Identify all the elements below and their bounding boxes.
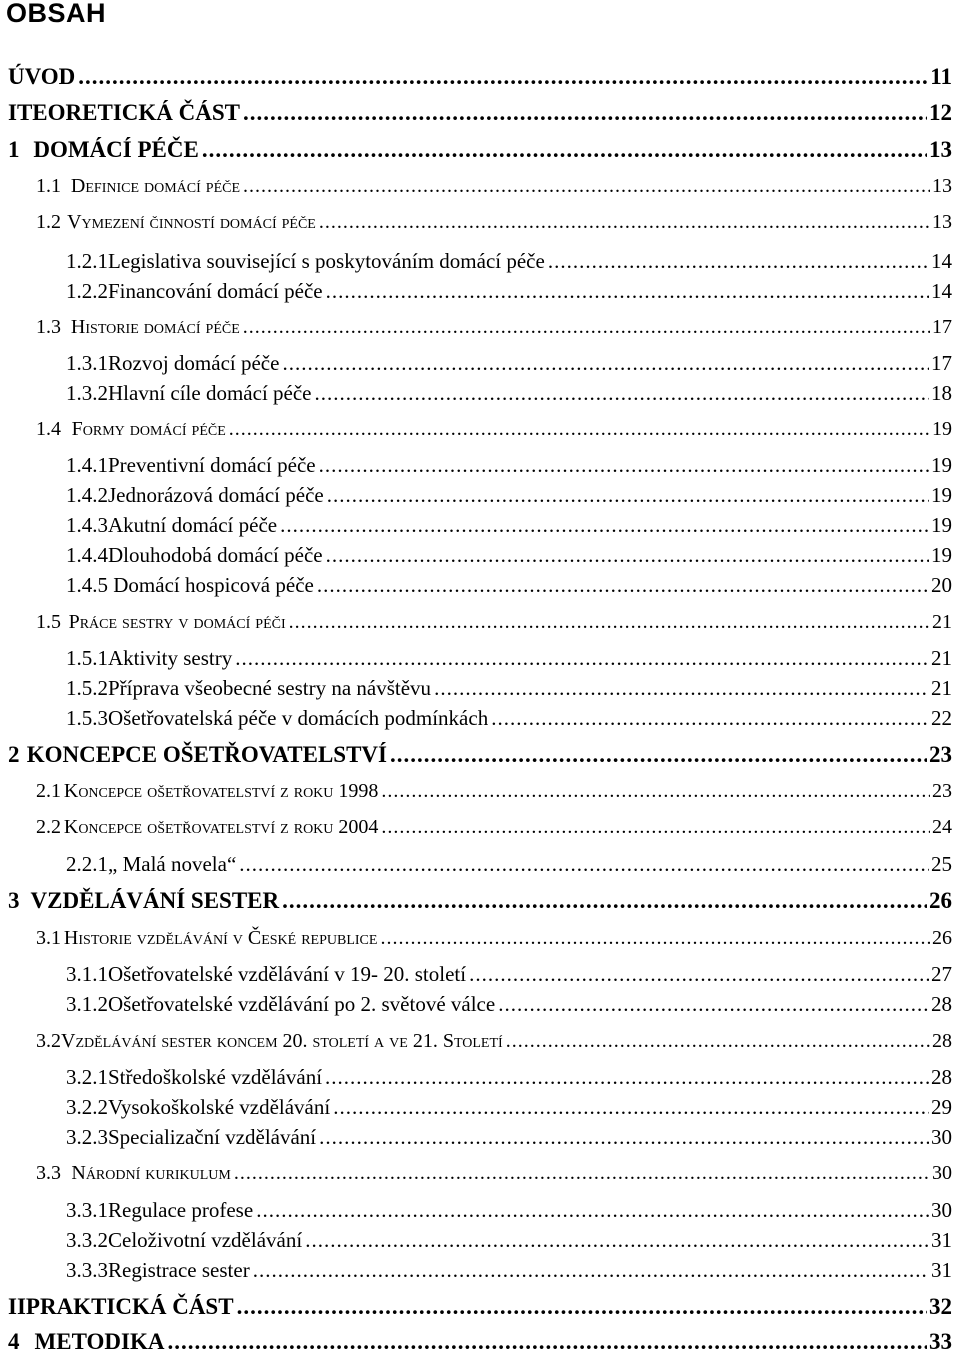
- toc-title: Rozvoj domácí péče: [108, 351, 280, 375]
- toc-title: 1.4.5 Domácí hospicová péče: [66, 573, 314, 597]
- toc-number: 1.2.1: [66, 249, 108, 273]
- toc-number: 3.1.2: [66, 992, 108, 1016]
- toc-number: 1.3.2: [66, 381, 108, 405]
- toc-number: 1.2: [36, 211, 61, 233]
- toc-number: 2: [8, 742, 20, 767]
- toc-entry-section[interactable]: [36, 1162, 952, 1185]
- toc-entry-subsection[interactable]: [66, 513, 952, 538]
- toc-title: ÚVOD: [8, 64, 76, 89]
- toc-page: 19: [931, 453, 952, 477]
- toc-page: 11: [930, 64, 952, 89]
- toc-title: Ošetřovatelská péče v domácích podmínkách: [108, 706, 489, 730]
- toc-page: 18: [931, 381, 952, 405]
- toc-entry-section[interactable]: [36, 611, 952, 634]
- dot-leader: [78, 64, 928, 90]
- dot-leader: [239, 852, 929, 877]
- toc-page: 20: [931, 573, 952, 597]
- toc-title: Definice domácí péče: [70, 175, 241, 197]
- toc-title: Vymezení činností domácí péče: [67, 211, 316, 233]
- toc-page: 13: [932, 211, 952, 233]
- toc-entry-subsection[interactable]: [66, 706, 952, 731]
- toc-page: 19: [931, 483, 952, 507]
- dot-leader: [315, 381, 930, 406]
- toc-page: 28: [931, 1065, 952, 1089]
- toc-page: 23: [929, 742, 952, 767]
- dot-leader: [434, 676, 929, 701]
- toc-page: 26: [929, 888, 952, 913]
- toc-entry-subsection[interactable]: [66, 1228, 952, 1253]
- toc-page: 30: [932, 1162, 952, 1184]
- dot-leader: [282, 351, 929, 376]
- toc-title: Dlouhodobá domácí péče: [108, 543, 323, 567]
- toc-title: Národní kurikulum: [71, 1162, 231, 1184]
- toc-entry-subsection[interactable]: [66, 351, 952, 376]
- toc-entry-chapter[interactable]: [8, 888, 952, 914]
- toc-number: 1.4.4: [66, 543, 108, 567]
- dot-leader: [381, 780, 930, 803]
- toc-page: 22: [931, 706, 952, 730]
- toc-entry-section[interactable]: [36, 1030, 952, 1053]
- dot-leader: [491, 706, 929, 731]
- toc-title: Ošetřovatelské vzdělávání v 19- 20. století: [108, 962, 467, 986]
- toc-number: 3.3: [36, 1162, 61, 1184]
- toc-title: Akutní domácí péče: [108, 513, 278, 537]
- toc-entry-subsection[interactable]: [66, 676, 952, 701]
- dot-leader: [319, 453, 929, 478]
- toc-page: 17: [932, 316, 952, 338]
- toc-number: 3.1.1: [66, 962, 108, 986]
- dot-leader: [167, 1329, 927, 1355]
- toc-entry-chapter[interactable]: [8, 742, 952, 768]
- toc-page: 25: [931, 852, 952, 876]
- dot-leader: [305, 1228, 929, 1253]
- toc-page: 24: [932, 816, 952, 838]
- toc-page: 33: [929, 1329, 952, 1354]
- toc-title: Legislativa související s poskytováním domácí péče: [108, 249, 545, 273]
- dot-leader: [333, 1095, 929, 1120]
- toc-page: 14: [931, 249, 952, 273]
- toc-number: 2.1: [36, 780, 61, 802]
- toc-number: 1.4: [36, 418, 61, 440]
- toc-number: 1.5.2: [66, 676, 108, 700]
- toc-title: Koncepce ošetřovatelství z roku 1998: [63, 780, 379, 802]
- toc-page: 30: [931, 1125, 952, 1149]
- toc-number: 3.2: [36, 1030, 61, 1052]
- toc-entry-subsection[interactable]: [66, 992, 952, 1017]
- toc-number: 1.2.2: [66, 279, 108, 303]
- dot-leader: [498, 992, 929, 1017]
- toc-entry-chapter[interactable]: [8, 137, 952, 163]
- toc-entry-subsection[interactable]: [66, 646, 952, 671]
- toc-number: 1.3: [36, 316, 61, 338]
- toc-title: Příprava všeobecné sestry na návštěvu: [108, 676, 432, 700]
- toc-page: 31: [931, 1258, 952, 1282]
- dot-leader: [253, 1258, 929, 1283]
- toc-entry-section[interactable]: [36, 316, 952, 339]
- toc-number: 1.5.1: [66, 646, 108, 670]
- dot-leader: [317, 573, 929, 598]
- dot-leader: [390, 742, 927, 768]
- toc-entry-section[interactable]: [36, 780, 952, 803]
- toc-title: Specializační vzdělávání: [108, 1125, 317, 1149]
- toc-entry-subsection[interactable]: [66, 279, 952, 304]
- toc-entry-part-ii[interactable]: [8, 1294, 952, 1320]
- toc-number: 3.2.3: [66, 1125, 108, 1149]
- toc-title: Hlavní cíle domácí péče: [108, 381, 312, 405]
- toc-entry-subsection[interactable]: [66, 1095, 952, 1120]
- dot-leader: [237, 1294, 927, 1320]
- toc-number: 3.3.2: [66, 1228, 108, 1252]
- page-title: OBSAH: [6, 0, 107, 28]
- toc-number: 1.4.2: [66, 483, 108, 507]
- toc-number: 1.4.1: [66, 453, 108, 477]
- toc-title: Celoživotní vzdělávání: [108, 1228, 303, 1252]
- toc-number: II: [8, 1294, 26, 1319]
- toc-number: 4: [8, 1329, 20, 1354]
- toc-page: 30: [931, 1198, 952, 1222]
- toc-page: 21: [931, 646, 952, 670]
- toc-number: 1.4.3: [66, 513, 108, 537]
- toc-title: Koncepce ošetřovatelství z roku 2004: [63, 816, 379, 838]
- dot-leader: [235, 646, 929, 671]
- toc-title: TEORETICKÁ ČÁST: [16, 100, 240, 125]
- toc-page: 19: [932, 418, 952, 440]
- toc-entry-subsection[interactable]: [66, 1125, 952, 1150]
- toc-title: Historie vzdělávání v České republice: [63, 927, 378, 949]
- toc-page: 31: [931, 1228, 952, 1252]
- toc-number: 3.3.1: [66, 1198, 108, 1222]
- toc-title: Práce sestry v domácí péči: [68, 611, 286, 633]
- toc-title: Registrace sester: [108, 1258, 250, 1282]
- toc-title: Aktivity sestry: [108, 646, 233, 670]
- toc-page: 32: [929, 1294, 952, 1319]
- toc-number: 1.3.1: [66, 351, 108, 375]
- toc-title: Preventivní domácí péče: [108, 453, 316, 477]
- toc-entry-chapter[interactable]: [8, 1329, 952, 1355]
- toc-page: 23: [932, 780, 952, 802]
- dot-leader: [548, 249, 929, 274]
- toc-number: 1.5.3: [66, 706, 108, 730]
- dot-leader: [280, 513, 929, 538]
- toc-page: 14: [931, 279, 952, 303]
- toc-number: 1.1: [36, 175, 61, 197]
- toc-page: 27: [931, 962, 952, 986]
- toc-number: 3.2.2: [66, 1095, 108, 1119]
- toc-title: Financování domácí péče: [108, 279, 323, 303]
- toc-entry-section[interactable]: [36, 175, 952, 198]
- toc-number: 2.2: [36, 816, 61, 838]
- dot-leader: [325, 1065, 929, 1090]
- toc-entry-section[interactable]: [36, 418, 952, 441]
- toc-title: DOMÁCÍ PÉČE: [33, 137, 199, 162]
- toc-page: 21: [931, 676, 952, 700]
- toc-page: 28: [931, 992, 952, 1016]
- toc-page: 26: [932, 927, 952, 949]
- toc-number: I: [8, 100, 17, 125]
- toc-entry-subsection[interactable]: [66, 1258, 952, 1283]
- dot-leader: [381, 816, 930, 839]
- dot-leader: [202, 137, 927, 163]
- toc-entry-subsection[interactable]: [66, 543, 952, 568]
- toc-page: 19: [931, 513, 952, 537]
- dot-leader: [327, 483, 929, 508]
- dot-leader: [234, 1162, 930, 1185]
- toc-entry-section[interactable]: [36, 211, 952, 234]
- toc-title: PRAKTICKÁ ČÁST: [25, 1294, 234, 1319]
- toc-entry-subsection[interactable]: [66, 453, 952, 478]
- dot-leader: [506, 1030, 930, 1053]
- toc-entry-subsection[interactable]: [66, 1198, 952, 1223]
- toc-page: 29: [931, 1095, 952, 1119]
- toc-title: „ Malá novela“: [108, 852, 237, 876]
- dot-leader: [319, 211, 930, 234]
- toc-page: 13: [929, 137, 952, 162]
- toc-number: 1: [8, 137, 20, 162]
- toc-entry-part-i[interactable]: [8, 100, 952, 126]
- toc-title: Historie domácí péče: [70, 316, 240, 338]
- dot-leader: [243, 316, 930, 339]
- toc-entry-subsection[interactable]: [66, 852, 952, 877]
- toc-title: Vzdělávání sester koncem 20. století a ve 21. Století: [61, 1030, 503, 1052]
- toc-title: VZDĚLÁVÁNÍ SESTER: [30, 888, 280, 913]
- toc-page: 12: [929, 100, 952, 125]
- toc-page: 13: [932, 175, 952, 197]
- toc-page: 17: [931, 351, 952, 375]
- dot-leader: [229, 418, 930, 441]
- toc-entry-subsection[interactable]: [66, 1065, 952, 1090]
- toc-entry-subsection[interactable]: [66, 381, 952, 406]
- toc-number: 3.3.3: [66, 1258, 108, 1282]
- toc-title: Formy domácí péče: [71, 418, 226, 440]
- dot-leader: [319, 1125, 929, 1150]
- toc-number: 3.1: [36, 927, 61, 949]
- dot-leader: [326, 543, 929, 568]
- toc-number: 3: [8, 888, 20, 913]
- dot-leader: [256, 1198, 929, 1223]
- toc-title: Středoškolské vzdělávání: [108, 1065, 323, 1089]
- toc-entry-subsection[interactable]: [66, 249, 952, 274]
- dot-leader: [282, 888, 927, 914]
- toc-entry-subsection[interactable]: [66, 573, 952, 598]
- toc-entry-subsection[interactable]: [66, 962, 952, 987]
- toc-entry-subsection[interactable]: [66, 483, 952, 508]
- toc-title: Ošetřovatelské vzdělávání po 2. světové válce: [108, 992, 496, 1016]
- toc-number: 2.2.1: [66, 852, 108, 876]
- toc-page: 19: [931, 543, 952, 567]
- toc-title: Jednorázová domácí péče: [108, 483, 324, 507]
- toc-entry-section[interactable]: [36, 816, 952, 839]
- dot-leader: [243, 175, 930, 198]
- toc-entry-section[interactable]: [36, 927, 952, 950]
- toc-title: METODIKA: [34, 1329, 165, 1354]
- toc-page: 28: [932, 1030, 952, 1052]
- toc-number: 1.5: [36, 611, 61, 633]
- toc-title: KONCEPCE OŠETŘOVATELSTVÍ: [26, 742, 387, 767]
- toc-number: 3.2.1: [66, 1065, 108, 1089]
- toc-page: 21: [932, 611, 952, 633]
- dot-leader: [289, 611, 930, 634]
- toc-title: Regulace profese: [108, 1198, 254, 1222]
- toc-title: Vysokoškolské vzdělávání: [108, 1095, 331, 1119]
- dot-leader: [380, 927, 930, 950]
- dot-leader: [326, 279, 929, 304]
- dot-leader: [243, 100, 927, 126]
- toc-entry-uvod[interactable]: [8, 64, 952, 90]
- dot-leader: [469, 962, 929, 987]
